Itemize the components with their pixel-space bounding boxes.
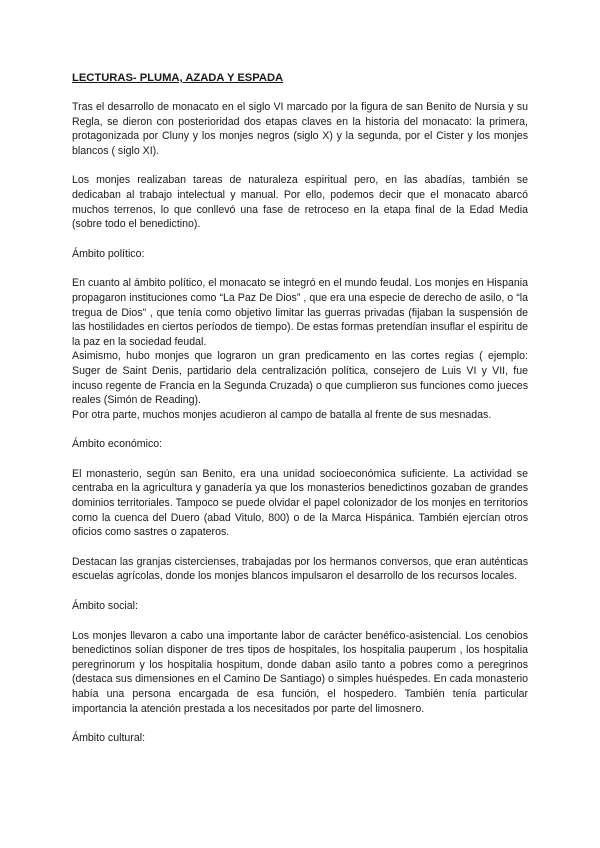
politico-paragraph-2: Asimismo, hubo monjes que lograron un gran predicamento en las cortes regias ( ejemplo: Suger de Saint Denis, partidario dela centralización política, consejero de Luis VI y VII, fue incuso regente de Francia en la Segunda Cruzada) o que cumplieron sus funciones como jueces reales (Simón de Reading). (72, 350, 528, 407)
politico-paragraph-3: Por otra parte, muchos monjes acudieron al campo de batalla al frente de sus mesnadas. (72, 408, 492, 421)
economico-paragraph-2: Destacan las granjas cistercienses, trabajadas por los hermanos conversos, que eran auténticas escuelas agrícolas, donde los monjes blancos impulsaron el desarrollo de los recursos locales. (72, 555, 528, 583)
section-heading-cultural: Ámbito cultural: (72, 732, 146, 745)
politico-paragraph-1: En cuanto al ámbito político, el monacato se integró en el mundo feudal. Los monjes en Hispania propagaron instituciones como “La Paz De Dios” , que era una especie de derecho de asilo, o “la tregua de Dios” , que tenía como objetivo limitar las guerras privadas (fijaban la suspensión de las hostilidades en ciertos períodos de tiempo). De estas formas pretendían insuflar el espíritu de la paz en la sociedad feudal. (72, 277, 528, 348)
intro-paragraph-1: Tras el desarrollo de monacato en el siglo VI marcado por la figura de san Benito de Nursia y su Regla, se dieron con posterioridad dos etapas claves en la historia del monacato: la primera, protagonizada por Cluny y los monjes negros (siglo X) y la segunda, por el Cister y los monjes blancos ( siglo XI). (72, 101, 528, 157)
economico-paragraph-1: El monasterio, según san Benito, era una unidad socioeconómica suficiente. La actividad se centraba en la agricultura y ganadería ya que los monasterios benedictinos gozaban de grandes dominios territoriales. Tampoco se puede olvidar el papel colonizador de los monjes en territorios como la cuenca del Duero (abad Vitulo, 800) o de la Marca Hispánica. También ejercían otros oficios como sastres o zapateros. (72, 467, 528, 539)
section-heading-social: Ámbito social: (72, 600, 138, 613)
social-paragraph-1: Los monjes llevaron a cabo una importante labor de carácter benéfico-asistencial. Los cenobios benedictinos solían disponer de tres tipos de hospitales, los hospitalia pauperum , los hospitalia peregrinorum y los hospitalia hospitum, donde daban asilo tanto a pobres como a peregrinos (destaca sus dimensiones en el Camino De Santiago) o simples huéspedes. En cada monasterio había una persona encargada de esa función, el hospedero. También tenía particular importancia la atención prestada a los necesitados por parte del limosnero. (72, 629, 528, 715)
document-title: LECTURAS- PLUMA, AZADA Y ESPADA (72, 72, 284, 84)
intro-paragraph-2: Los monjes realizaban tareas de naturaleza espiritual pero, en las abadías, también se dedicaban al trabajo intelectual y manual. Por ello, podemos decir que el monacato abarcó muchos terrenos, lo que conllevó una fase de retroceso en la etapa final de la Edad Media (sobre todo el benedictino). (72, 174, 528, 231)
section-heading-economico: Ámbito económico: (72, 438, 163, 451)
section-heading-politico: Ámbito político: (72, 247, 145, 260)
